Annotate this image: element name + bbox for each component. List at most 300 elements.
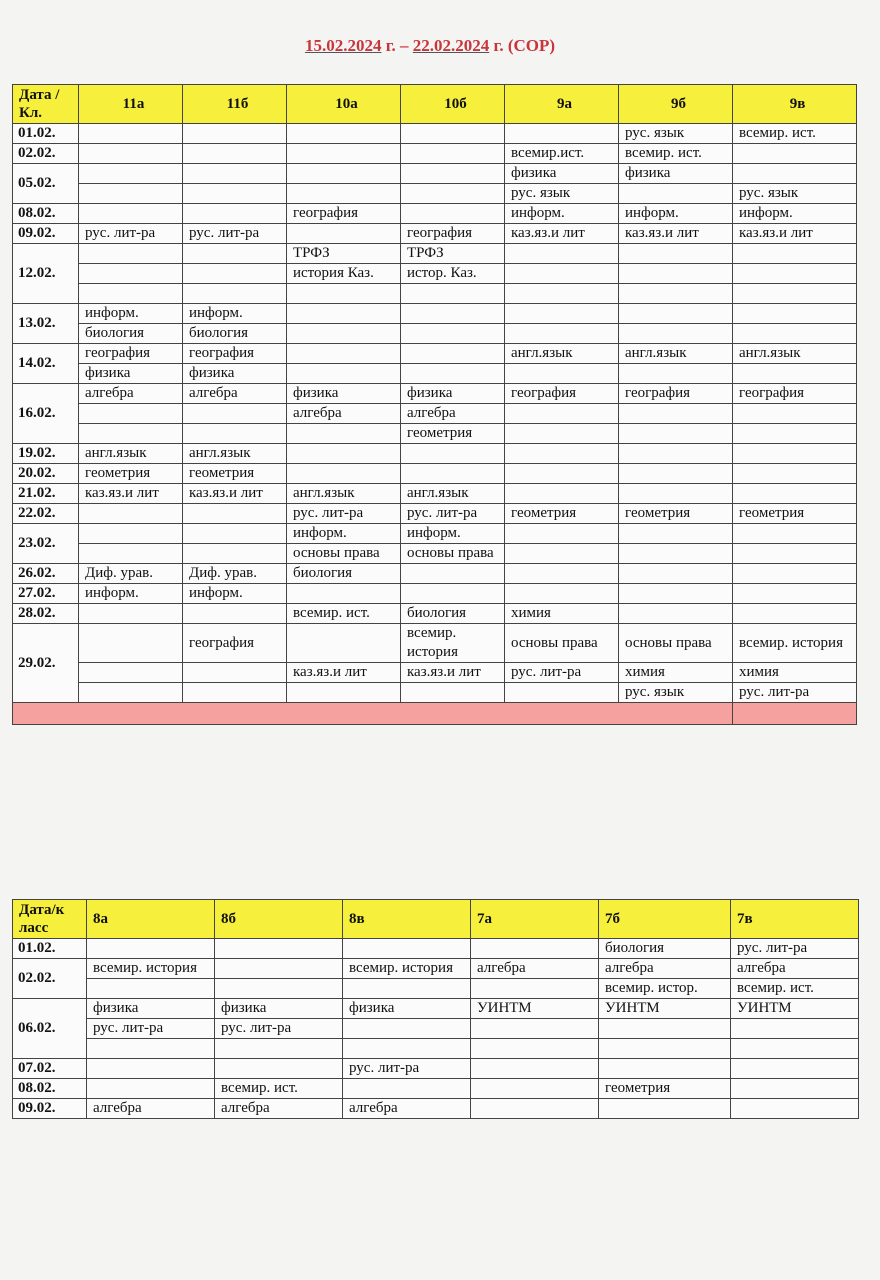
subject-cell: каз.яз.и лит [79,484,183,504]
subject-cell: рус. лит-ра [183,224,287,244]
subject-cell [733,144,857,164]
subject-cell [733,484,857,504]
subject-cell: география [287,204,401,224]
subject-cell: химия [733,663,857,683]
table-row [13,164,857,184]
subject-cell: физика [79,364,183,384]
subject-cell [505,124,619,144]
table-row [13,364,857,384]
subject-cell [79,204,183,224]
subject-cell: англ.язык [287,484,401,504]
subject-cell [215,1039,343,1059]
date-cell: 05.02. [13,164,79,204]
subject-cell: всемир.ист. [505,144,619,164]
subject-cell: основы права [505,624,619,663]
table-row [13,204,857,224]
subject-cell: физика [215,999,343,1019]
subject-cell [505,544,619,564]
subject-cell: каз.яз.и лит [733,224,857,244]
table-row [13,999,859,1019]
subject-cell [401,584,505,604]
subject-cell [733,244,857,264]
subject-cell [79,524,183,544]
table-row [13,979,859,999]
class-column-header: 7а [471,900,599,939]
date-cell: 09.02. [13,1099,87,1119]
subject-cell [287,683,401,703]
subject-cell [471,1079,599,1099]
subject-cell [401,144,505,164]
table-row [13,1099,859,1119]
subject-cell: Диф. урав. [183,564,287,584]
subject-cell: ТРФЗ [287,244,401,264]
subject-cell [733,544,857,564]
subject-cell [287,304,401,324]
subject-cell [401,184,505,204]
subject-cell [87,1039,215,1059]
subject-cell: всемир. история [401,624,505,663]
date-column-header: Дата /Кл. [13,85,79,124]
subject-cell: каз.яз.и лит [287,663,401,683]
subject-cell: рус. лит-ра [733,683,857,703]
subject-cell: география [733,384,857,404]
class-column-header: 10а [287,85,401,124]
date-cell: 27.02. [13,584,79,604]
date-cell: 13.02. [13,304,79,344]
subject-cell: алгебра [87,1099,215,1119]
subject-cell: рус. язык [619,683,733,703]
table-row [13,284,857,304]
subject-cell [731,1079,859,1099]
subject-cell [505,564,619,584]
subject-cell [733,404,857,424]
table-row [13,939,859,959]
subject-cell [183,184,287,204]
table-row [13,1079,859,1099]
table-row [13,624,857,663]
subject-cell [287,164,401,184]
subject-cell [401,284,505,304]
subject-cell [401,324,505,344]
table-row [13,124,857,144]
subject-cell: всемир. истор. [599,979,731,999]
subject-cell: физика [505,164,619,184]
subject-cell: информ. [79,304,183,324]
class-column-header: 7б [599,900,731,939]
subject-cell [79,683,183,703]
date-cell: 19.02. [13,444,79,464]
subject-cell: всемир. ист. [731,979,859,999]
subject-cell [733,604,857,624]
subject-cell: химия [619,663,733,683]
table-row [13,1039,859,1059]
subject-cell: ТРФЗ [401,244,505,264]
subject-cell: алгебра [287,404,401,424]
subject-cell [619,564,733,584]
subject-cell: география [183,344,287,364]
subject-cell [183,164,287,184]
subject-cell: каз.яз.и лит [505,224,619,244]
subject-cell: каз.яз.и лит [619,224,733,244]
class-column-header: 11а [79,85,183,124]
date-cell: 28.02. [13,604,79,624]
subject-cell [287,344,401,364]
subject-cell: биология [79,324,183,344]
subject-cell [79,424,183,444]
table-row [13,524,857,544]
subject-cell: биология [599,939,731,959]
subject-cell: физика [343,999,471,1019]
subject-cell [79,164,183,184]
date-cell: 26.02. [13,564,79,584]
subject-cell [505,464,619,484]
subject-cell [287,324,401,344]
subject-cell [401,124,505,144]
subject-cell: основы права [619,624,733,663]
subject-cell [401,464,505,484]
subject-cell [183,144,287,164]
subject-cell [401,204,505,224]
subject-cell: всемир. ист. [619,144,733,164]
table-row [13,1019,859,1039]
subject-cell [731,1059,859,1079]
subject-cell: основы права [287,544,401,564]
table-row [13,584,857,604]
subject-cell [401,564,505,584]
subject-cell: алгебра [183,384,287,404]
subject-cell [183,264,287,284]
subject-cell: биология [287,564,401,584]
date-sep: г. – [381,36,413,55]
subject-cell [619,524,733,544]
subject-cell [733,304,857,324]
subject-cell: всемир. ист. [733,124,857,144]
date-cell: 16.02. [13,384,79,444]
date-cell: 06.02. [13,999,87,1059]
subject-cell: информ. [183,304,287,324]
subject-cell: рус. лит-ра [287,504,401,524]
subject-cell [215,939,343,959]
subject-cell: УИНТМ [731,999,859,1019]
date-from: 15.02.2024 [304,36,382,55]
subject-cell: рус. лит-ра [79,224,183,244]
class-column-header: 8в [343,900,471,939]
subject-cell: каз.яз.и лит [183,484,287,504]
subject-cell [287,184,401,204]
subject-cell [401,304,505,324]
subject-cell [183,284,287,304]
class-column-header: 7в [731,900,859,939]
subject-cell: алгебра [215,1099,343,1119]
subject-cell: физика [619,164,733,184]
subject-cell [87,939,215,959]
subject-cell [471,939,599,959]
subject-cell: рус. лит-ра [505,663,619,683]
subject-cell [79,244,183,264]
subject-cell: всемир. история [87,959,215,979]
subject-cell [87,1059,215,1079]
subject-cell [733,364,857,384]
date-cell: 23.02. [13,524,79,564]
table-row [13,464,857,484]
subject-cell: география [619,384,733,404]
subject-cell [619,484,733,504]
subject-cell: физика [183,364,287,384]
subject-cell [87,1079,215,1099]
footer-cell [733,703,857,725]
subject-cell [599,1099,731,1119]
table-row [13,244,857,264]
subject-cell [79,544,183,564]
subject-cell [731,1039,859,1059]
subject-cell: рус. лит-ра [731,939,859,959]
subject-cell [733,164,857,184]
subject-cell: география [183,624,287,663]
subject-cell: информ. [183,584,287,604]
date-cell: 07.02. [13,1059,87,1079]
subject-cell [183,204,287,224]
date-cell: 01.02. [13,939,87,959]
subject-cell [599,1059,731,1079]
subject-cell: геометрия [619,504,733,524]
subject-cell: алгебра [79,384,183,404]
table-row [13,663,857,683]
subject-cell [619,404,733,424]
subject-cell: география [505,384,619,404]
date-cell: 21.02. [13,484,79,504]
subject-cell [215,959,343,979]
subject-cell [183,504,287,524]
subject-cell [79,124,183,144]
date-cell: 08.02. [13,204,79,224]
subject-cell [471,1019,599,1039]
table-row [13,404,857,424]
subject-cell: всемир. история [343,959,471,979]
table-row [13,504,857,524]
subject-cell: физика [87,999,215,1019]
subject-cell [471,979,599,999]
class-column-header: 10б [401,85,505,124]
subject-cell [287,224,401,244]
subject-cell: геометрия [505,504,619,524]
subject-cell [619,544,733,564]
subject-cell: информ. [79,584,183,604]
subject-cell [183,663,287,683]
subject-cell [619,444,733,464]
subject-cell [79,184,183,204]
subject-cell [287,624,401,663]
subject-cell [619,324,733,344]
subject-cell: рус. язык [733,184,857,204]
subject-cell [619,464,733,484]
subject-cell [79,604,183,624]
table-row [13,564,857,584]
date-cell: 08.02. [13,1079,87,1099]
subject-cell [733,284,857,304]
subject-cell [287,124,401,144]
date-cell: 02.02. [13,144,79,164]
subject-cell: англ.язык [401,484,505,504]
subject-cell [471,1039,599,1059]
date-cell: 02.02. [13,959,87,999]
table-row [13,1059,859,1079]
subject-cell: биология [401,604,505,624]
footer-cell [13,703,733,725]
subject-cell [79,663,183,683]
class-column-header: 8а [87,900,215,939]
subject-cell: англ.язык [183,444,287,464]
subject-cell: геометрия [79,464,183,484]
subject-cell [505,444,619,464]
subject-cell [183,524,287,544]
subject-cell: рус. язык [619,124,733,144]
subject-cell: Диф. урав. [79,564,183,584]
subject-cell [731,1099,859,1119]
date-column-header: Дата/к ласс [13,900,87,939]
subject-cell [733,264,857,284]
subject-cell: информ. [733,204,857,224]
subject-cell [505,244,619,264]
subject-cell [599,1039,731,1059]
table-row [13,424,857,444]
date-cell: 01.02. [13,124,79,144]
subject-cell [79,404,183,424]
subject-cell [343,939,471,959]
subject-cell [733,444,857,464]
subject-cell [183,683,287,703]
class-column-header: 9в [733,85,857,124]
subject-cell [619,424,733,444]
subject-cell: рус. лит-ра [343,1059,471,1079]
date-to: 22.02.2024 [412,36,490,55]
table-row [13,144,857,164]
subject-cell: химия [505,604,619,624]
subject-cell [183,404,287,424]
subject-cell [619,584,733,604]
subject-cell: всемир. история [733,624,857,663]
subject-cell: история Каз. [287,264,401,284]
subject-cell: англ.язык [505,344,619,364]
subject-cell [183,244,287,264]
table-row [13,224,857,244]
subject-cell [505,683,619,703]
subject-cell [505,584,619,604]
subject-cell [619,284,733,304]
subject-cell [79,504,183,524]
table-row [13,384,857,404]
subject-cell [287,144,401,164]
subject-cell: алгебра [731,959,859,979]
subject-cell: информ. [401,524,505,544]
subject-cell: физика [401,384,505,404]
table-row [13,184,857,204]
class-column-header: 9б [619,85,733,124]
subject-cell [505,284,619,304]
subject-cell [471,1059,599,1079]
subject-cell [183,544,287,564]
subject-cell: англ.язык [619,344,733,364]
subject-cell [401,344,505,364]
subject-cell [287,584,401,604]
subject-cell [215,979,343,999]
class-column-header: 11б [183,85,287,124]
subject-cell [505,484,619,504]
subject-cell: каз.яз.и лит [401,663,505,683]
subject-cell [215,1059,343,1079]
date-cell: 22.02. [13,504,79,524]
date-cell: 29.02. [13,624,79,703]
date-cell: 20.02. [13,464,79,484]
subject-cell [619,604,733,624]
subject-cell [733,424,857,444]
subject-cell: истор. Каз. [401,264,505,284]
table-row [13,264,857,284]
page-title [0,36,860,56]
subject-cell: геометрия [401,424,505,444]
subject-cell [401,164,505,184]
subject-cell: рус. лит-ра [215,1019,343,1039]
table-row [13,484,857,504]
table-row [13,544,857,564]
subject-cell [401,683,505,703]
subject-cell [79,624,183,663]
subject-cell [505,324,619,344]
schedule-table-upper [12,84,857,725]
subject-cell [505,264,619,284]
subject-cell: информ. [619,204,733,224]
subject-cell [733,464,857,484]
subject-cell [505,424,619,444]
subject-cell [343,1079,471,1099]
subject-cell [183,424,287,444]
table-footer-row [13,703,857,725]
table-row [13,324,857,344]
subject-cell [619,264,733,284]
class-column-header: 8б [215,900,343,939]
title-suffix: г. (СОР) [489,36,556,55]
subject-cell [183,124,287,144]
subject-cell [401,444,505,464]
subject-cell [733,524,857,544]
subject-cell: биология [183,324,287,344]
table-row [13,683,857,703]
subject-cell: геометрия [733,504,857,524]
subject-cell [733,584,857,604]
table-row [13,344,857,364]
subject-cell [505,524,619,544]
subject-cell [619,184,733,204]
subject-cell: УИНТМ [599,999,731,1019]
subject-cell: география [401,224,505,244]
table-row [13,959,859,979]
subject-cell [505,364,619,384]
subject-cell: основы права [401,544,505,564]
subject-cell: алгебра [401,404,505,424]
subject-cell: информ. [505,204,619,224]
subject-cell [87,979,215,999]
subject-cell [619,244,733,264]
subject-cell: рус. язык [505,184,619,204]
subject-cell [733,324,857,344]
subject-cell: всемир. ист. [215,1079,343,1099]
subject-cell [79,264,183,284]
subject-cell [343,979,471,999]
subject-cell [343,1039,471,1059]
subject-cell [287,424,401,444]
subject-cell: информ. [287,524,401,544]
subject-cell: рус. лит-ра [401,504,505,524]
subject-cell: алгебра [599,959,731,979]
